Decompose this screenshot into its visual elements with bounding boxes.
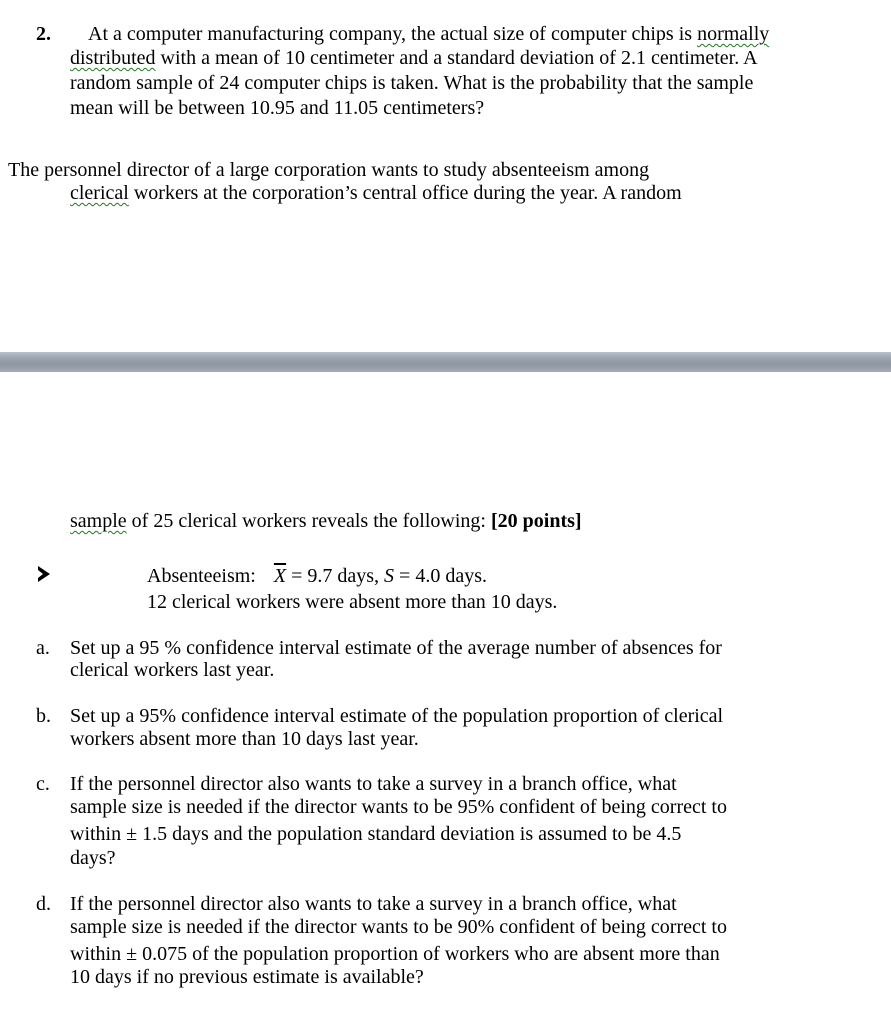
part-c-line-1: If the personnel director also wants to take a survey in a branch office, what: [70, 773, 677, 795]
absenteeism-label: Absenteeism:: [147, 565, 256, 587]
part-a-label: a.: [36, 637, 50, 659]
sample-mean-symbol: $\overline{X}$: [273, 565, 287, 587]
part-c-line-3: within ± 1.5 days and the population standard deviation is assumed to be 4.5: [70, 823, 682, 845]
question-2-line-2: [70, 46, 758, 70]
sample-sd-symbol: S: [384, 565, 395, 587]
part-b-line-2: workers absent more than 10 days last year.: [70, 728, 419, 750]
question-2-text: with a mean of 10 centimeter and a standard deviation of 2.1 centimeter. A: [155, 47, 758, 69]
question-2-line-3: random sample of 24 computer chips is taken. What is the probability that the sample: [70, 72, 754, 94]
points-label: [20 points]: [490, 510, 582, 532]
part-c-line-4: days?: [70, 847, 116, 869]
question-2-line-4: mean will be between 10.95 and 11.05 centimeters?: [70, 97, 485, 119]
part-c-label: c.: [36, 773, 50, 795]
part-b-label: b.: [36, 705, 51, 727]
spellcheck-word: distributed: [70, 47, 156, 69]
question-3-text: workers at the corporation’s central office during the year. A random: [128, 182, 682, 204]
part-b-line-1: Set up a 95% confidence interval estimate of the population proportion of clerical: [70, 705, 724, 727]
part-a-line-2: clerical workers last year.: [70, 659, 275, 681]
part-a-line-1: Set up a 95 % confidence interval estimate of the average number of absences for: [70, 637, 722, 659]
question-2-number: 2.: [36, 23, 51, 45]
sample-sd-value: = 4.0 days.: [394, 565, 487, 587]
spellcheck-word: sample: [70, 510, 127, 532]
part-d-line-4: 10 days if no previous estimate is available?: [70, 966, 424, 988]
part-c-line-2: sample size is needed if the director wants to be 95% confident of being correct to: [70, 796, 727, 818]
absenteeism-stats: [147, 564, 487, 588]
question-3-continuation: [70, 509, 582, 533]
sample-mean-value: = 9.7 days,: [286, 565, 385, 587]
page-break-divider: [0, 352, 891, 372]
part-d-line-1: If the personnel director also wants to take a survey in a branch office, what: [70, 893, 677, 915]
spellcheck-word: clerical: [70, 182, 129, 204]
question-3-text: of 25 clerical workers reveals the following:: [126, 510, 491, 532]
part-d-line-3: within ± 0.075 of the population proportion of workers who are absent more than: [70, 943, 720, 965]
part-d-line-2: sample size is needed if the director wants to be 90% confident of being correct to: [70, 916, 727, 938]
question-2-text: At a computer manufacturing company, the actual size of computer chips is: [88, 23, 698, 45]
question-3-intro-line-1: The personnel director of a large corporation wants to study absenteeism among: [8, 159, 650, 181]
question-2-line-1: [88, 22, 769, 46]
absent-count-line: 12 clerical workers were absent more than 10 days.: [147, 591, 558, 613]
arrow-bullet-icon: [38, 566, 50, 582]
part-d-label: d.: [36, 893, 51, 915]
question-3-intro-line-2: [70, 181, 682, 205]
spellcheck-word: normally: [697, 23, 770, 45]
